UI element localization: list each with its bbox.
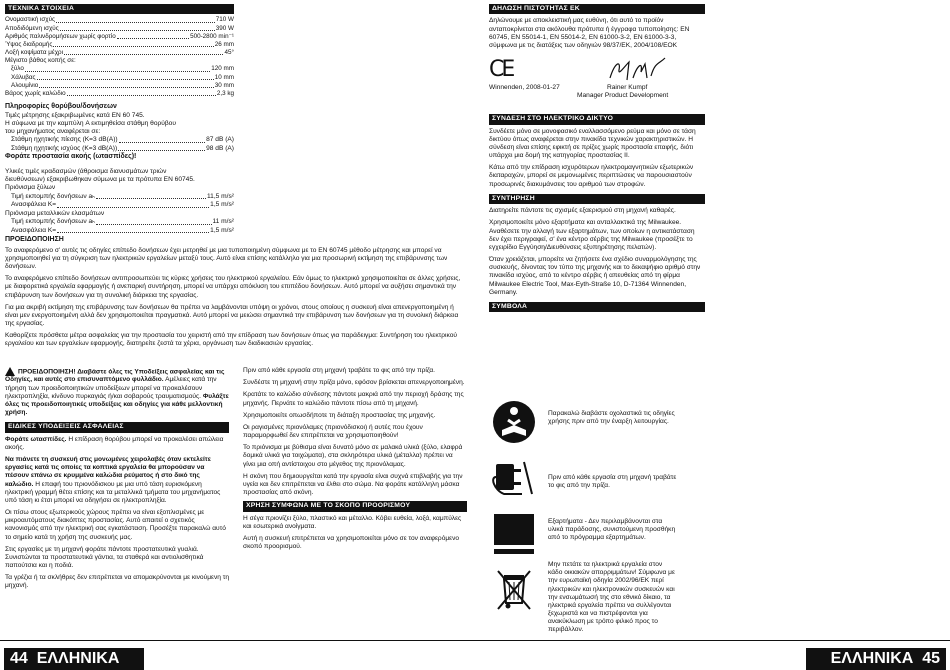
special-safety-header: ΕΙΔΙΚΕΣ ΥΠΟΔΕΙΞΕΙΣ ΑΣΦΑΛΕΙΑΣ	[5, 422, 229, 432]
warning-triangle-icon	[5, 367, 15, 376]
caution-section	[5, 236, 467, 353]
spec-row: Λοξή κοψίματα μέχρι 45°	[5, 49, 234, 57]
declaration-place-date: Winnenden, 2008-01-27	[489, 84, 560, 92]
page-footer-left	[0, 640, 475, 670]
accessories-icon	[492, 512, 536, 556]
mains-header: ΣΥΝΔΕΣΗ ΣΤΟ ΗΛΕΚΤΡΙΚΟ ΔΙΚΤΥΟ	[489, 114, 705, 124]
right-text-column	[489, 4, 705, 312]
specs-header: ΤΕΧΝΙΚΑ ΣΤΟΙΧΕΙΑ	[5, 4, 234, 14]
read-manual-icon	[492, 400, 536, 444]
specs-table	[5, 16, 234, 98]
spec-row: Ονομαστική ισχύς 710 W	[5, 16, 234, 24]
page-number: 45	[922, 650, 940, 667]
intended-use-header: ΧΡΗΣΗ ΣΥΜΦΩΝΑ ΜΕ ΤΟ ΣΚΟΠΟ ΠΡΟΟΡΙΣΜΟΥ	[243, 501, 467, 511]
spec-row: Μέγιστο βάθος κοπής σε:	[5, 57, 76, 65]
symbol-text: Παρακαλώ διαβάστε οχολαστικά τις οδηγίες χρήσης πριν από την έναρξη λειτουργίας.	[548, 410, 675, 426]
safety-column	[5, 367, 229, 595]
special-paragraph: Να πιάνετε τη συσκευή στις μονωμένες χειρολαβές όταν εκτελείτε εργασίες κατά τις οποίες τα κοπτικά εργαλεία θα μπορούσαν να πέσουν επάνω σε κρυμμένα καλώδια ρεύματος ή στο δικό της καλώδιο. Η επαφή του πριονόδισκου με μια υπό τάση ευρισκόμενη ηλεκτρική γραμμή θέτει επίσης και τα μεταλλικά τμήματα του μηχανήματος υπό τάση κι έτσι μπορεί να οδηγήσει σε ηλεκτροπληξία.	[5, 456, 221, 504]
caution-paragraph: Το αναφερόμενο σ' αυτές τις οδηγίες επίπεδο δονήσεων έχει μετρηθεί με μια τυποποιημένη σύμφωνα με το EN 60745 μέθοδο μέτρησης και μπορεί να χρησιμοποιηθεί για τη σύγκριση των ηλεκτρικών εργαλείων μεταξύ τους. Αυτό είναι επίσης κατάλληλο για μια προσωρινή εκτίμηση της επιβάρυνσης των δονήσεων.	[5, 246, 448, 271]
symbol-row	[475, 456, 935, 516]
waste-bin-crossed-icon	[492, 567, 536, 615]
maintenance-paragraph: Χρησιμοποιείτε μόνο εξαρτήματα και ανταλλακτικά της Milwaukee. Αναθέσετε την αλλαγή των εξαρτημάτων, των οποίων η αντικατάσταση δεν έχει περιγραφεί, σ' ένα κέντρο σέρβις της Milwaukee (προσέξτε το εγχειρίδιο Εγγύηση/Διευθύνσεις εξυπηρέτησης πελατών).	[489, 219, 695, 251]
vib-row: Τιμή εκπομπής δονήσεων aₕ 11 m/s²	[11, 217, 234, 225]
special-paragraph: Στις εργασίες με τη μηχανή φοράτε πάντοτε προστατευτικά γυαλιά. Συνιστώνται τα προστατευτικά γάντια, τα σταθερά και αντιολισθητικά παπούτσια και η ποδιά.	[5, 545, 204, 570]
vibration-section	[5, 168, 234, 235]
usage-paragraph: Η σκόνη που δημιουργείται κατά την εργασία είναι συχνά επιβλαβής για την υγεία και δεν επιτρέπεται να έλθει στο σώμα. Να φοράτε κατάλληλη μάσκα προστασίας από σκόνη.	[243, 472, 463, 497]
mains-paragraph: Κάτω από την επίδραση ισχυρότερων ηλεκτρομαγνητικών εξωτερικών διαταραχών, μπορεί σε μεμονωμένες περιπτώσεις να παρουσιαστούν προσωρινές διακυμάνσεις του αριθμού των στροφών.	[489, 164, 694, 188]
spec-row: Αποδιδόμενη ισχύς 390 W	[5, 24, 234, 32]
caution-paragraph: Το αναφερόμενο επίπεδο δονήσεων αντιπροσωπεύει τις κύριες χρήσεις του ηλεκτρικού εργαλείου. Εάν όμως το ηλεκτρικό χρησιμοποιείται σε άλλες χρήσεις, με διαφορετικά εργαλεία εφαρμογής ή ανεπαρκή συντήρηση, μπορεί να υπάρχει απόκλιση του επιπέδου δονήσεων. Αυτό μπορεί να αυξήσει σημαντικά την επιβάρυνση των δονήσεων για τη συνολική διάρκεια της εργασίας.	[5, 275, 461, 299]
noise-line: Η σύφωνα με την καμπύλη A εκτιμηθείσα στάθμη θορύβου	[5, 119, 176, 127]
page-footer-right	[475, 640, 950, 670]
signatory-name: Rainer Kumpf	[607, 84, 648, 92]
caution-title: ΠΡΟΕΙΔΟΠΟΙΗΣΗ	[5, 236, 64, 243]
noise-line: Τιμές μέτρησης εξακριβωμένες κατά EN 60 745.	[5, 111, 145, 119]
noise-row: Στάθμη ηχητικής ισχύος (K=3 dB(A)) 98 dB (A)	[11, 144, 234, 152]
mains-paragraph: Συνδέετε μόνο σε μονοφασικό εναλλασσόμενο ρεύμα και μόνο σε τάση δικτύου όπως αναφέρεται στην πινακίδα τεχνικών χαρακτηριστικών. Η σύνδεση είναι επίσης εφικτή σε πρίζες χωρίς προστασία επαφής, διότι υπάρχει μια δομή της κατηγορίας προστασίας ΙΙ.	[489, 127, 696, 160]
vib-metal-label: Πριόνισμα μεταλλικών ελασμάτων	[5, 209, 105, 217]
special-paragraph: Τα γρέζια ή τα σκλήθρες δεν επιτρέπεται να απομακρύνονται με κινούμενη τη μηχανή.	[5, 574, 230, 590]
caution-paragraph: Καθορίζετε πρόσθετα μέτρα ασφαλείας για την προστασία του χειριστή από την επίδραση των δονήσεων όπως για παράδειγμα: Συντήρηση του ηλεκτρικού εργαλείου και των εργαλείων εφαρμογής, διατηρείτε ζεστά τα χέρια, οργάνωση των διαδικασιών εργασίας.	[5, 332, 457, 348]
spec-row: Χάλυβας 10 mm	[11, 73, 234, 81]
page-number: 44	[10, 650, 28, 667]
vib-row: Ανασφάλεια K= 1,5 m/s²	[11, 226, 234, 234]
declaration-header: ΔΗΛΩΣΗ ΠΙΣΤΟΤΗΤΑΣ ΕΚ	[489, 4, 705, 14]
vib-wood-label: Πριόνισμα ξύλων	[5, 184, 56, 192]
spec-row: Αριθμός παλινδρομήσεων χωρίς φορτίο 500-2800 min⁻¹	[5, 32, 234, 40]
language-label: ΕΛΛΗΝΙΚΑ	[36, 650, 120, 667]
declaration-text: Δηλώνουμε με αποκλειστική μας ευθύνη, ότι αυτό το προϊόν ανταποκρίνεται στα ακόλουθα πρότυπα ή έγγραφα τυποποίησης: EN 60745, EN 55014-1, EN 55014-2, EN 61000-3-2, EN 61000-3-3, σύμφωνα με τις διατάξεις των οδηγιών 98/37/EK, 2004/108/EOK	[489, 17, 690, 49]
signature-block	[489, 54, 705, 106]
signatory-title: Manager Product Development	[577, 92, 669, 100]
maintenance-paragraph: Διατηρείτε πάντοτε τις σχισμές εξαερισμού στη μηχανή καθαρές.	[489, 207, 676, 215]
noise-section	[5, 103, 234, 162]
ce-mark-icon: CE	[489, 57, 513, 83]
usage-paragraph: Αυτή η συσκευή επιτρέπεται να χρησιμοποιείται μόνο σε τον αναφερόμενο σκοπό προορισμού.	[243, 535, 460, 551]
symbol-text: Μην πετάτε τα ηλεκτρικά εργαλεία στον κάδο οικιακών απορριμμάτων! Σύμφωνα με την ευρωπαϊκή οδηγία 2002/96/ΕΚ περί ηλεκτρικών και ηλεκτρονικών συσκευών και την ενσωμάτωσή της στο εθνικό δίκαιο, τα ηλεκτρικά εργαλεία πρέπει να συλλέγονται ξεχωριστά και να πιστρέφονται για ανακύκλωση με τρόπο φιλικό προς το περιβάλλον.	[548, 561, 675, 634]
symbol-row	[475, 561, 935, 634]
special-paragraph: Φοράτε ωτασπίδες. Η επίδραση θορύβου μπορεί να προκαλέσει απώλεια ακοής.	[5, 435, 224, 451]
spec-row: Βάρος χωρίς καλώδιο 2,3 kg	[5, 89, 234, 97]
spec-row: ξύλο 120 mm	[11, 65, 234, 73]
ear-protection-note: Φοράτε προστασία ακοής (ωτασπίδες)!	[5, 153, 137, 161]
noise-title: Πληροφορίες θορύβου/δονήσεων	[5, 103, 117, 111]
maintenance-paragraph: Όταν χρειάζεται, μπορείτε να ζητήσετε ένα σχέδιο συναρμολόγησης της συσκευής, δίνοντας τον τύπο της μηχανής και το δεκαψήφιο αριθμό στην πινακίδα ισχύος, από το κέντρο σέρβις ή απευθείας από τη φίρμα Milwaukee Electric Tool, Max-Eyth-Straße 10, D-71364 Winnenden, Germany.	[489, 256, 701, 296]
noise-line: του μηχανήματος αναφέρεται σε:	[5, 128, 101, 136]
specs-column	[5, 4, 234, 235]
vib-row: Τιμή εκπομπής δονήσεων aₕ 11,5 m/s²	[11, 192, 234, 200]
footer-block	[4, 648, 144, 670]
spec-row: Αλουμίνιο 30 mm	[11, 81, 234, 89]
symbol-text: Πριν από κάθε εργασία στη μηχανή τραβάτε το φις από την πρίζα.	[548, 474, 677, 490]
caution-paragraph: Για μια ακριβή εκτίμηση της επιβάρυνσης των δονήσεων θα πρέπει να λαμβάνονται υπόψη οι χρόνοι, στους οποίους η συσκευή είναι απενεργοποιημένη ή είναι μεν ενεργοποιημένη αλλά δεν χρησιμοποιείται πραγματικά. Αυτό μπορεί να μειώσει σημαντικά την επιβάρυνση των δονήσεων για τη συνολική διάρκεια της εργασίας.	[5, 303, 459, 328]
vib-line: διευθύνσεων) εξακριβωθηκαν σύμωνα με τα πρότυπα EN 60745.	[5, 176, 195, 184]
usage-paragraph: Κρατάτε το καλώδιο σύνδεσης πάντοτε μακριά από την περιοχή δράσης της μηχανής. Περνάτε το καλώδιο πάντοτε πίσω από τη μηχανή.	[243, 391, 464, 407]
vib-row: Ανασφάλεια K= 1,5 m/s²	[11, 201, 234, 209]
symbols-header: ΣΥΜΒΟΛΑ	[489, 302, 705, 312]
usage-column	[243, 367, 467, 555]
usage-paragraph: Συνδέστε τη μηχανή στην πρίζα μόνο, εφόσον βρίσκεται απενεργοποιημένη.	[243, 379, 465, 387]
vib-line: Υλικές τιμές κραδασμών (άθροισμα διανυσμάτων τριών	[5, 168, 167, 176]
right-page	[475, 0, 950, 670]
signature-icon	[607, 56, 669, 84]
usage-paragraph: Το πριόνισμα με βύθισμα είναι δυνατό μόνο σε μαλακά υλικά (ξύλο, ελαφρά δομικά υλικά για τοιχώματα), στα σκληρότερα υλικά (μέταλλα) πρέπει να γίνει μια οπή αντίστοιχου στο μέγεθος της πριονόλαμας.	[243, 444, 463, 468]
noise-row: Στάθμη ηχητικής πίεσης (K=3 dB(A)) 87 dB (A)	[11, 136, 234, 144]
symbol-text: Εξαρτήματα - Δεν περιλαμβάνονται στα υλικά παράδοσης, συνιστούμενη προσθήκη από το πρόγραμμα εξαρτημάτων.	[548, 518, 676, 542]
symbol-row	[475, 400, 935, 460]
usage-paragraph: Χρησιμοποιείτε οπωσδήποτε τη διάταξη προστασίας της μηχανής.	[243, 411, 436, 419]
symbol-row	[475, 512, 935, 572]
spec-row: Ύψος διαδρομής 26 mm	[5, 40, 234, 48]
maintenance-header: ΣΥΝΤΗΡΗΣΗ	[489, 194, 705, 204]
usage-paragraph: Οι ραγισμένες πριονόλαμες (πριονόδισκοι) ή αυτές που έχουν παραμορφωθεί δεν επιτρέπεται να χρησιμοποιηθούν!	[243, 423, 423, 440]
usage-paragraph: Η σέγα πριονίζει ξύλο, πλαστικό και μέταλλο. Κόβει ευθεία, λοξά, καμπύλες και εσωτερικά ανοίγματα.	[243, 514, 462, 530]
warning-box: ΠΡΟΕΙΔΟΠΟΙΗΣΗ! Διαβάστε όλες τις Υποδείξεις ασφαλείας και τις Οδηγίες, και αυτές στο επισυναπτόμενο φυλλάδιο. Αμέλειες κατά την τήρηση των προειδοποιητικών υποδείξεων μπορεί να προκαλέσουν ηλεκτροπληξία, κίνδυνο πυρκαγιάς ή/και σοβαρούς τραυματισμούς. Φυλάξτε όλες τις προειδοποιητικές υποδείξεις και οδηγίες για κάθε μελλοντική χρήση.	[5, 368, 229, 417]
usage-paragraph: Πριν από κάθε εργασία στη μηχανή τραβάτε το φις από την πρίζα.	[243, 367, 435, 374]
unplug-icon	[492, 456, 536, 500]
special-paragraph: Οι πίσω στους εξωτερικούς χώρους πρέπει να είναι εξοπλισμένες με μικροαυτόματους διακόπτες προστασίας. Αυτό απαιτεί ο σχετικός κανονισμός από την ηλεκτρική σας εγκατάσταση. Προσέξτε παρακαλώ αυτό το σημείο κατά τη χρήση της συσκευής μας.	[5, 509, 226, 541]
footer-block	[806, 648, 946, 670]
language-label: ΕΛΛΗΝΙΚΑ	[830, 650, 914, 667]
